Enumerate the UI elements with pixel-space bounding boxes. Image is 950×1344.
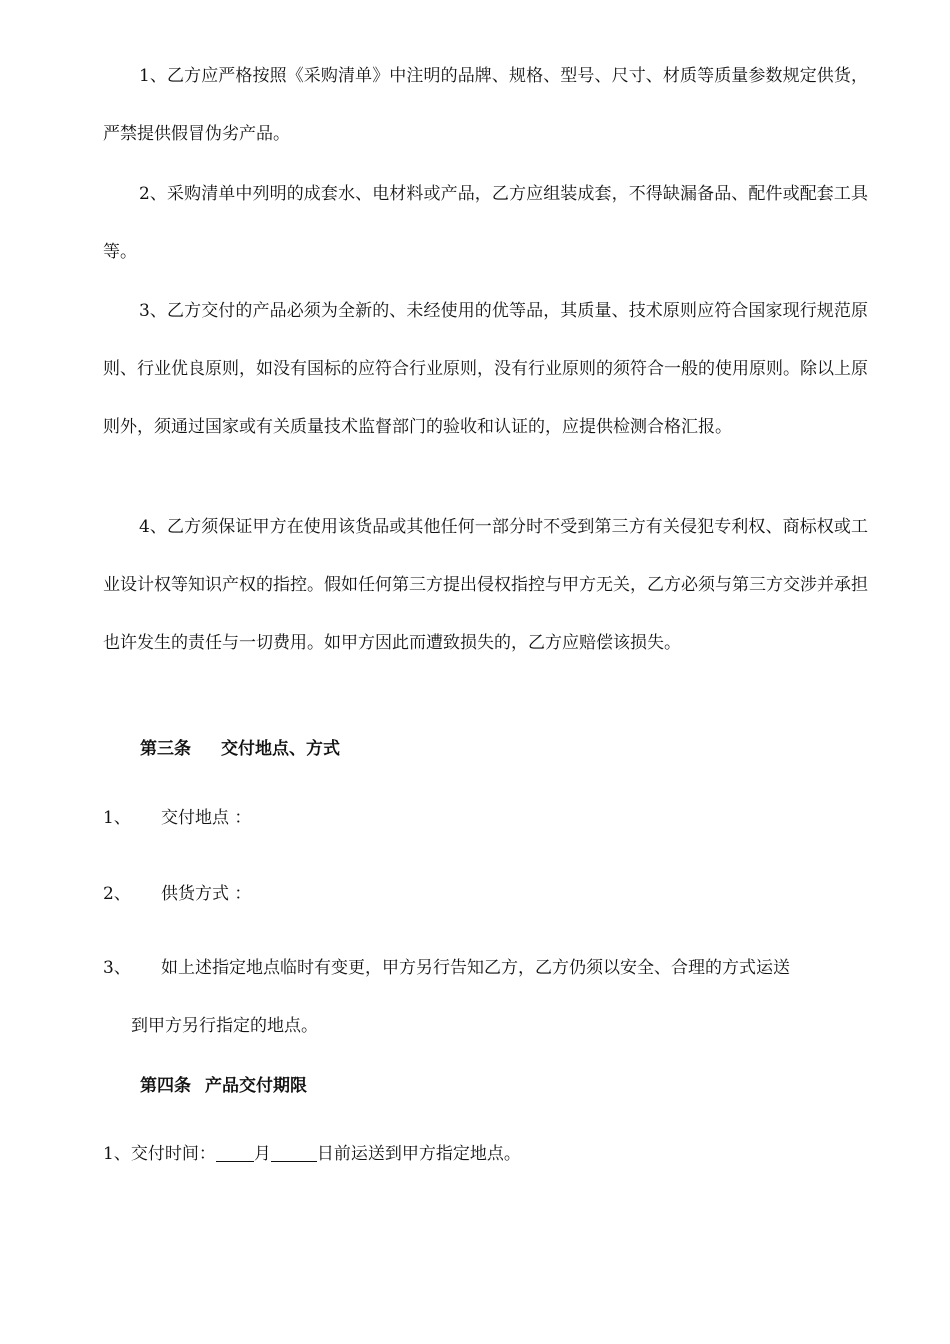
clause-paragraph-4: 4、乙方须保证甲方在使用该货品或其他任何一部分时不受到第三方有关侵犯专利权、商标权或工业设计权等知识产权的指控。假如任何第三方提出侵权指控与甲方无关，乙方必须与第三方交涉并承担也许发生的责任与一切费用。如甲方因此而遭致损失的，乙方应赔偿该损失。 bbox=[103, 517, 868, 653]
article-3-title: 交付地点、方式 bbox=[221, 739, 340, 759]
delivery-location-label: 交付地点 ： bbox=[161, 808, 252, 828]
article-4-label: 第四条 bbox=[140, 1076, 191, 1096]
month-label: 月 bbox=[253, 1144, 271, 1164]
article-3-item-1 bbox=[103, 805, 251, 831]
item-3-text-line1: 如上述指定地点临时有变更，甲方另行告知乙方，乙方仍须以安全、合理的方式运送 bbox=[161, 958, 790, 978]
supply-method-label: 供货方式 ： bbox=[161, 884, 252, 904]
clause-paragraph-3: 3、乙方交付的产品必须为全新的、未经使用的优等品，其质量、技术原则应符合国家现行规范原则、行业优良原则，如没有国标的应符合行业原则，没有行业原则的须符合一般的使用原则。除以上原则外，须通过国家或有关质量技术监督部门的验收和认证的，应提供检测合格汇报。 bbox=[103, 301, 868, 437]
item-number: 3、 bbox=[103, 958, 131, 978]
clause-paragraph-2: 2、采购清单中列明的成套水、电材料或产品，乙方应组装成套，不得缺漏备品、配件或配套工具等。 bbox=[103, 184, 868, 262]
clause-paragraph-1: 1、乙方应严格按照《采购清单》中注明的品牌、规格、型号、尺寸、材质等质量参数规定供货，严禁提供假冒伪劣产品。 bbox=[103, 66, 868, 144]
delivery-time-suffix: 日前运送到甲方指定地点。 bbox=[316, 1144, 521, 1164]
article-4-title: 产品交付期限 bbox=[205, 1076, 307, 1096]
delivery-time-line bbox=[103, 1141, 521, 1167]
article-3-item-2 bbox=[103, 881, 251, 907]
article-3-label: 第三条 bbox=[140, 739, 191, 759]
day-blank-field[interactable] bbox=[271, 1143, 317, 1162]
article-4-heading bbox=[140, 1073, 307, 1099]
delivery-time-prefix: 1、交付时间： bbox=[103, 1144, 216, 1164]
item-3-text-line2: 到甲方另行指定的地点。 bbox=[131, 1016, 318, 1036]
month-blank-field[interactable] bbox=[216, 1143, 254, 1162]
article-3-item-3 bbox=[103, 939, 868, 1055]
item-number: 1、 bbox=[103, 808, 131, 828]
article-3-heading bbox=[140, 736, 340, 762]
item-number: 2、 bbox=[103, 884, 131, 904]
